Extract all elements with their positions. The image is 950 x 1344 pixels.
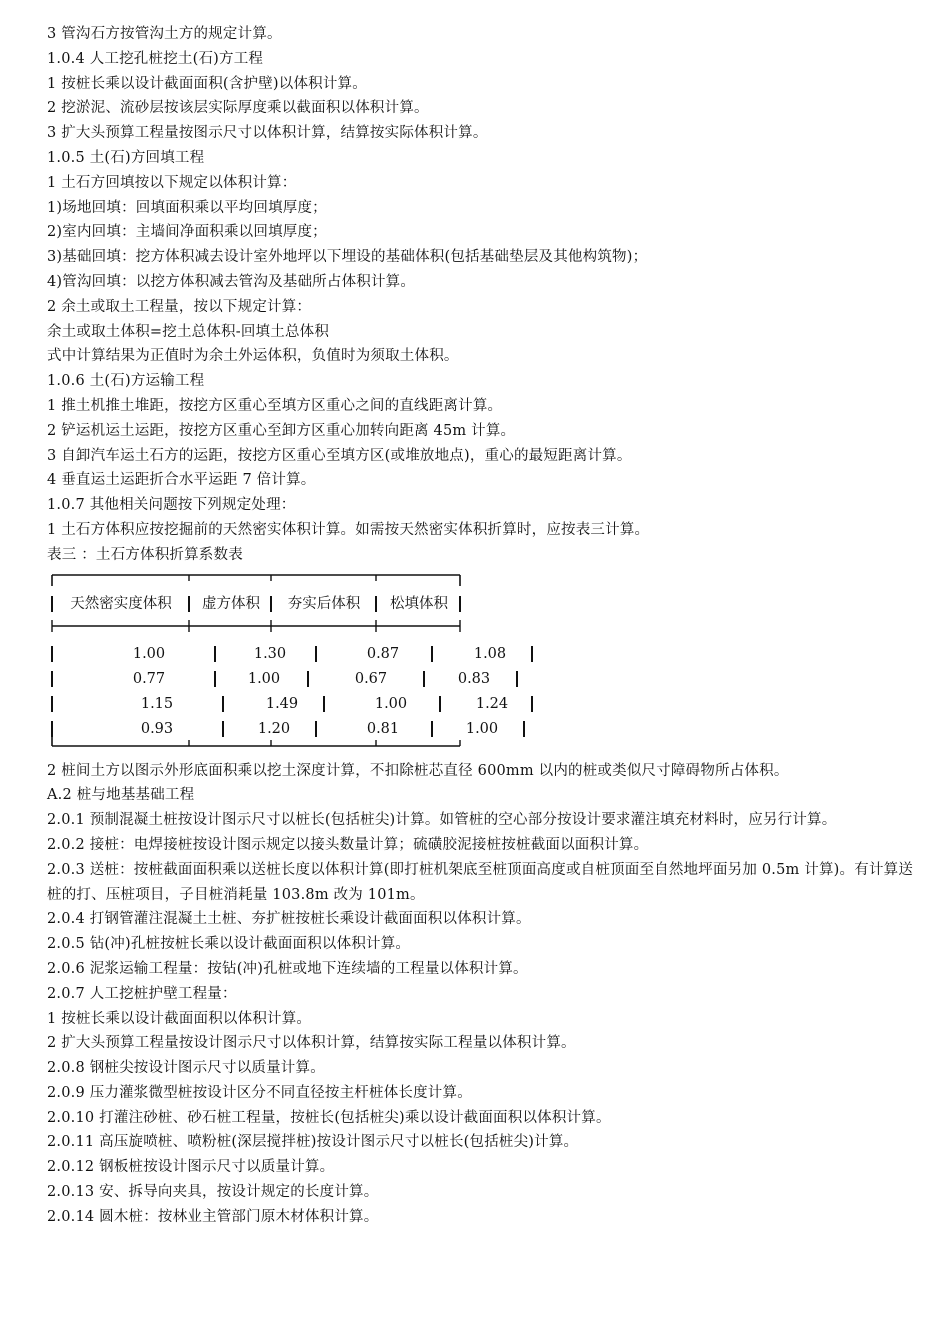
text-line: 3 管沟石方按管沟土方的规定计算。 xyxy=(47,26,282,42)
text-line: 2.0.14 圆木桩：按林业主管部门原木材体积计算。 xyxy=(47,1208,379,1225)
text-line: 2.0.2 接桩：电焊接桩按设计图示规定以接头数量计算；硫磺胶泥接桩按桩截面以面积计算。 xyxy=(47,836,649,853)
text-line: 2 挖淤泥、流砂层按该层实际厚度乘以截面积以体积计算。 xyxy=(47,100,429,117)
row-border xyxy=(323,696,325,712)
section-heading: A.2 桩与地基基础工程 xyxy=(47,787,195,804)
text-line: 2.0.10 打灌注砂桩、砂石桩工程量，按桩长(包括桩尖)乘以设计截面面积以体积计算。 xyxy=(47,1109,611,1126)
text-paragraph: 2.0.1 预制混凝土桩按设计图示尺寸以桩长(包括桩尖)计算。如管桩的空心部分按设计要求灌注填充材料时，应另行计算。 xyxy=(47,812,837,829)
section-after-table xyxy=(47,759,917,1230)
table-cell: 0.93 xyxy=(140,720,174,737)
row-border xyxy=(51,696,53,712)
table-cell: 0.83 xyxy=(457,670,491,687)
row-border xyxy=(423,671,425,687)
document-page xyxy=(47,22,917,1230)
text-line: 2.0.8 钢桩尖按设计图示尺寸以质量计算。 xyxy=(47,1060,325,1077)
row-border xyxy=(531,696,533,712)
table-cell: 1.00 xyxy=(465,720,499,737)
row-border xyxy=(51,646,53,662)
text-line: 2 扩大头预算工程量按设计图示尺寸以体积计算，结算按实际工程量以体积计算。 xyxy=(47,1035,576,1052)
text-line: 1)场地回填：回填面积乘以平均回填厚度； xyxy=(47,199,327,216)
text-paragraph: 2.0.3 送桩：按桩截面面积乘以送桩长度以体积计算(即打桩机架底至桩顶面高度或自桩顶面至自然地坪面另加 0.5m 计算)。有计算送桩的打、压桩项目，子目桩消耗量 103.8m 改为 101m。 xyxy=(47,861,914,903)
table-caption: 表三 ：土石方体积折算系数表 xyxy=(47,546,243,563)
text-line: 2)室内回填：主墙间净面积乘以回填厚度； xyxy=(47,224,327,241)
text-line: 1 土石方体积应按挖掘前的天然密实体积计算。如需按天然密实体积折算时，应按表三计算。 xyxy=(47,521,650,538)
text-line: 2 桩间土方以图示外形底面积乘以挖土深度计算，不扣除桩芯直径 600mm 以内的桩或类似尺寸障碍物所占体积。 xyxy=(47,762,789,779)
text-line: 1 按桩长乘以设计截面面积(含护壁)以体积计算。 xyxy=(47,75,367,92)
section-heading: 2.0.7 人工挖桩护壁工程量： xyxy=(47,985,237,1002)
row-border xyxy=(222,721,224,737)
text-line: 1 按桩长乘以设计截面面积以体积计算。 xyxy=(47,1010,312,1027)
text-line: 2.0.5 钻(冲)孔桩按桩长乘以设计截面面积以体积计算。 xyxy=(47,936,411,953)
table-cell: 0.67 xyxy=(354,670,388,687)
row-border xyxy=(51,721,53,737)
row-border xyxy=(307,671,309,687)
table-cell: 1.49 xyxy=(265,695,299,712)
text-line: 2.0.4 打钢管灌注混凝土土桩、夯扩桩按桩长乘设计截面面积以体积计算。 xyxy=(47,911,531,928)
text-line: 3)基础回填：挖方体积减去设计室外地坪以下埋设的基础体积(包括基础垫层及其他构筑物)； xyxy=(47,249,648,266)
text-line: 2.0.13 安、拆导向夹具，按设计规定的长度计算。 xyxy=(47,1184,379,1201)
row-border xyxy=(523,721,525,737)
section-before-table xyxy=(47,22,917,568)
row-border xyxy=(214,671,216,687)
text-line: 2.0.9 压力灌浆微型桩按设计区分不同直径按主杆桩体长度计算。 xyxy=(47,1084,472,1101)
row-border xyxy=(439,696,441,712)
table-cell: 1.00 xyxy=(247,670,281,687)
text-line: 1 推土机推土堆距，按挖方区重心至填方区重心之间的直线距离计算。 xyxy=(47,397,503,414)
table-cell: 0.77 xyxy=(132,670,166,687)
section-heading: 1.0.5 土(石)方回填工程 xyxy=(47,149,205,166)
table-cell: 0.81 xyxy=(366,720,400,737)
text-line: 1 土石方回填按以下规定以体积计算： xyxy=(47,174,297,191)
section-heading: 1.0.7 其他相关问题按下列规定处理： xyxy=(47,497,296,514)
text-line: 2.0.11 高压旋喷桩、喷粉桩(深层搅拌桩)按设计图示尺寸以桩长(包括桩尖)计算。 xyxy=(47,1134,579,1151)
table-cell: 1.20 xyxy=(257,720,291,737)
text-line: 4 垂直运土运距折合水平运距 7 倍计算。 xyxy=(47,472,316,489)
row-border xyxy=(222,696,224,712)
section-heading: 1.0.4 人工挖孔桩挖土(石)方工程 xyxy=(47,50,264,67)
text-line: 2.0.6 泥浆运输工程量：按钻(冲)孔桩或地下连续墙的工程量以体积计算。 xyxy=(47,960,528,977)
row-border xyxy=(214,646,216,662)
text-line: 4)管沟回填：以挖方体积减去管沟及基础所占体积计算。 xyxy=(47,273,416,290)
row-border xyxy=(431,646,433,662)
table-cell: 1.30 xyxy=(253,645,287,662)
table-cell: 1.00 xyxy=(132,645,166,662)
table-header-filled: 松填体积 xyxy=(390,595,448,612)
row-border xyxy=(431,721,433,737)
text-line: 2 铲运机运土运距，按挖方区重心至卸方区重心加转向距离 45m 计算。 xyxy=(47,422,516,439)
row-border xyxy=(51,671,53,687)
text-line: 3 自卸汽车运土石方的运距，按挖方区重心至填方区(或堆放地点)，重心的最短距离计算。 xyxy=(47,447,632,464)
table-cell: 1.24 xyxy=(475,695,509,712)
table-cell: 1.00 xyxy=(374,695,408,712)
text-line: 2.0.12 钢板桩按设计图示尺寸以质量计算。 xyxy=(47,1159,335,1176)
text-line: 3 扩大头预算工程量按图示尺寸以体积计算，结算按实际体积计算。 xyxy=(47,125,488,142)
table-header-loose: 虚方体积 xyxy=(202,595,260,612)
conversion-table xyxy=(49,568,539,750)
section-heading: 1.0.6 土(石)方运输工程 xyxy=(47,373,205,390)
table-header-compacted: 夯实后体积 xyxy=(287,595,361,612)
formula-line: 余土或取土体积=挖土总体积-回填土总体积 xyxy=(47,323,330,340)
row-border xyxy=(315,721,317,737)
table-cell: 0.87 xyxy=(366,645,400,662)
row-border xyxy=(315,646,317,662)
row-border xyxy=(531,646,533,662)
row-border xyxy=(516,671,518,687)
text-line: 式中计算结果为正值时为余土外运体积，负值时为须取土体积。 xyxy=(47,348,459,365)
table-cell: 1.08 xyxy=(473,645,507,662)
table-header-natural: 天然密实度体积 xyxy=(70,595,172,612)
table-cell: 1.15 xyxy=(140,695,174,712)
text-line: 2 余土或取土工程量，按以下规定计算： xyxy=(47,298,312,315)
